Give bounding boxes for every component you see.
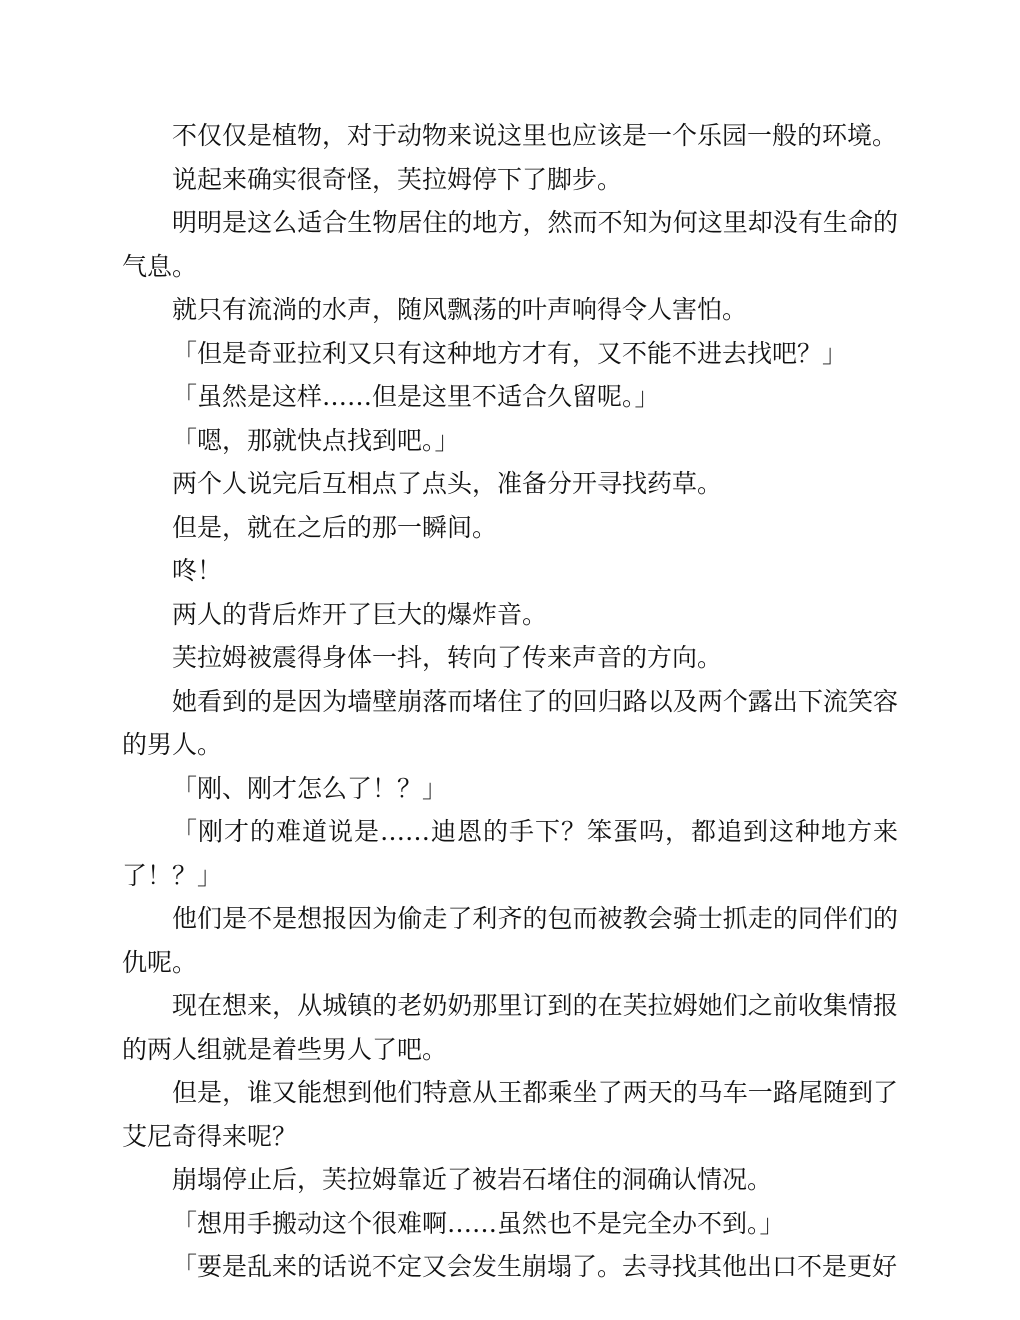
paragraph: 明明是这么适合生物居住的地方，然而不知为何这里却没有生命的气息。 <box>122 208 898 281</box>
paragraph: 两个人说完后互相点了点头，准备分开寻找药草。 <box>172 469 723 498</box>
dialogue-paragraph: 「想用手搬动这个很难啊……虽然也不是完全办不到。」 <box>172 1208 785 1238</box>
paragraph: 他们是不是想报因为偷走了利齐的包而被教会骑士抓走的同伴们的仇呢。 <box>122 904 898 977</box>
sound-effect-paragraph: 咚！ <box>172 556 223 585</box>
dialogue-paragraph: 「虽然是这样……但是这里不适合久留呢。」 <box>172 382 660 411</box>
paragraph: 芙拉姆被震得身体一抖，转向了传来声音的方向。 <box>172 643 723 672</box>
paragraph: 两人的背后炸开了巨大的爆炸音。 <box>172 599 548 629</box>
novel-text-body <box>122 114 898 1289</box>
paragraph: 崩塌停止后，芙拉姆靠近了被岩石堵住的洞确认情况。 <box>172 1165 773 1194</box>
dialogue-paragraph: 「要是乱来的话说不定又会发生崩塌了。去寻找其他出口不是更好 <box>172 1252 898 1281</box>
dialogue-paragraph: 「刚才的难道说是……迪恩的手下？笨蛋吗，都追到这种地方来了！？」 <box>122 817 898 890</box>
paragraph: 但是，谁又能想到他们特意从王都乘坐了两天的马车一路尾随到了艾尼奇得来呢？ <box>122 1078 898 1151</box>
dialogue-paragraph: 「刚、刚才怎么了！？」 <box>172 773 448 803</box>
paragraph: 不仅仅是植物，对于动物来说这里也应该是一个乐园一般的环境。 <box>172 121 898 150</box>
paragraph: 但是，就在之后的那一瞬间。 <box>172 512 498 542</box>
dialogue-paragraph: 「嗯，那就快点找到吧。」 <box>172 425 460 455</box>
paragraph: 她看到的是因为墙壁崩落而堵住了的回归路以及两个露出下流笑容的男人。 <box>122 686 898 759</box>
paragraph: 就只有流淌的水声，随风飘荡的叶声响得令人害怕。 <box>172 295 748 324</box>
paragraph: 现在想来，从城镇的老奶奶那里订到的在芙拉姆她们之前收集情报的两人组就是着些男人了吧。 <box>122 991 898 1064</box>
paragraph: 说起来确实很奇怪，芙拉姆停下了脚步。 <box>172 164 623 194</box>
dialogue-paragraph: 「但是奇亚拉利又只有这种地方才有，又不能不进去找吧？」 <box>172 338 848 368</box>
